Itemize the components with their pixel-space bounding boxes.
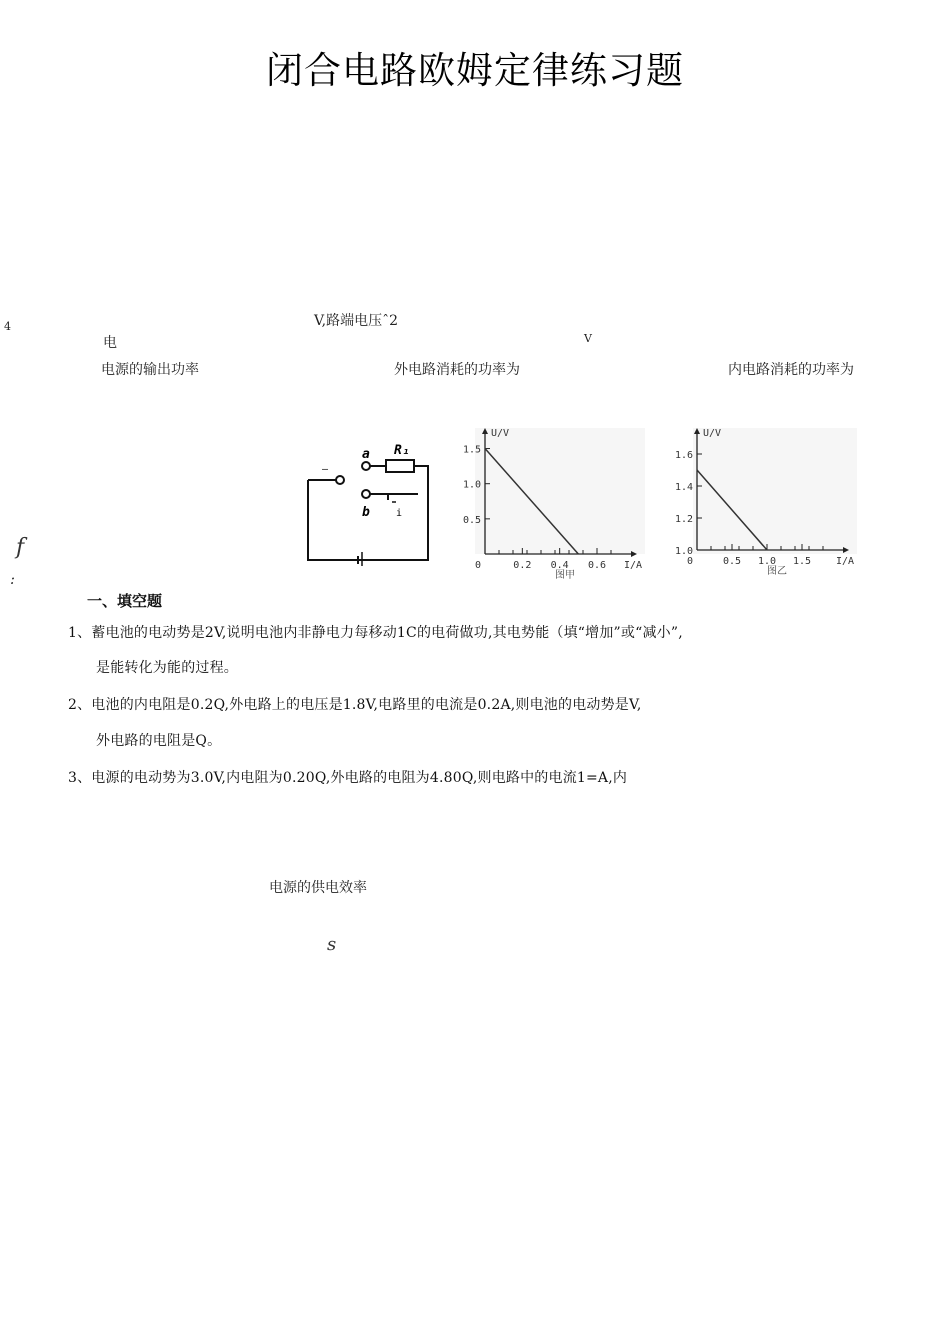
x-tick-label: 1.0: [757, 556, 777, 567]
x-tick-label: 0.4: [550, 560, 569, 571]
x-axis-label: I/A: [623, 560, 643, 571]
y-tick-label: 1.2: [674, 514, 693, 525]
page-title: 闭合电路欧姆定律练习题: [266, 49, 684, 92]
y-tick-label: 1.6: [674, 450, 693, 461]
y-axis-label: U/V: [703, 428, 722, 439]
origin-label: 0: [686, 556, 693, 567]
chart-yi-background: [693, 428, 857, 554]
question-1-line-1: 1、蓄电池的电动势是2V,说明电池内非静电力每移动1C的电荷做功,其电势能（填“增加”或“减小”,: [68, 625, 683, 641]
y-tick-label: 1.0: [674, 546, 693, 557]
current-i-label: i: [396, 508, 403, 519]
voltage-fragment: V,路端电压ˆ2: [314, 313, 399, 329]
y-tick-label: 1.5: [462, 444, 481, 456]
terminal-a-label: a: [362, 447, 370, 462]
y-axis-label: U/V: [491, 428, 510, 439]
terminal-b-label: b: [362, 505, 370, 520]
stray-f-mark: f: [16, 535, 25, 560]
supply-efficiency-fragment: 电源的供电效率: [269, 880, 367, 896]
x-tick-label: 0.6: [587, 560, 607, 571]
x-axis-label: I/A: [835, 556, 855, 567]
origin-label: 0: [474, 560, 481, 571]
chart-yi: [667, 428, 857, 580]
section-heading: 一、填空题: [87, 592, 163, 610]
stray-colon-mark: :: [10, 570, 16, 588]
left-mark: 4: [4, 320, 11, 333]
y-tick-label: 0.5: [462, 514, 481, 526]
terminal-dash-label: —: [322, 464, 329, 475]
circuit-diagram: [300, 432, 436, 568]
left-electric-fragment: 电: [103, 335, 117, 351]
question-3-line-1: 3、电源的电动势为3.0V,内电阻为0.20Q,外电路的电阻为4.80Q,则电路中的电流1=A,内: [68, 770, 628, 786]
x-tick-label: 0.2: [513, 560, 532, 571]
x-tick-label: 1.5: [792, 556, 812, 567]
chart-jia-background: [475, 428, 645, 554]
resistor-r1-label: R₁: [394, 443, 410, 458]
chart-caption: 图甲: [555, 570, 575, 581]
chart-caption: 图乙: [767, 566, 787, 577]
question-2-line-2: 外电路的电阻是Q。: [96, 733, 222, 749]
x-tick-label: 0.5: [722, 556, 742, 567]
output-power-fragment: 电源的输出功率: [101, 362, 199, 378]
y-tick-label: 1.0: [462, 479, 481, 491]
stray-s-mark: s: [327, 934, 337, 955]
right-v-fragment: V: [584, 332, 592, 345]
question-1-line-2: 是能转化为能的过程。: [96, 660, 238, 676]
internal-power-fragment: 内电路消耗的功率为: [728, 362, 854, 378]
external-power-fragment: 外电路消耗的功率为: [394, 362, 520, 378]
y-tick-label: 1.4: [674, 482, 693, 493]
chart-jia: [455, 428, 645, 580]
question-2-line-1: 2、电池的内电阻是0.2Q,外电路上的电压是1.8V,电路里的电流是0.2A,则电池的电动势是V,: [68, 697, 642, 713]
